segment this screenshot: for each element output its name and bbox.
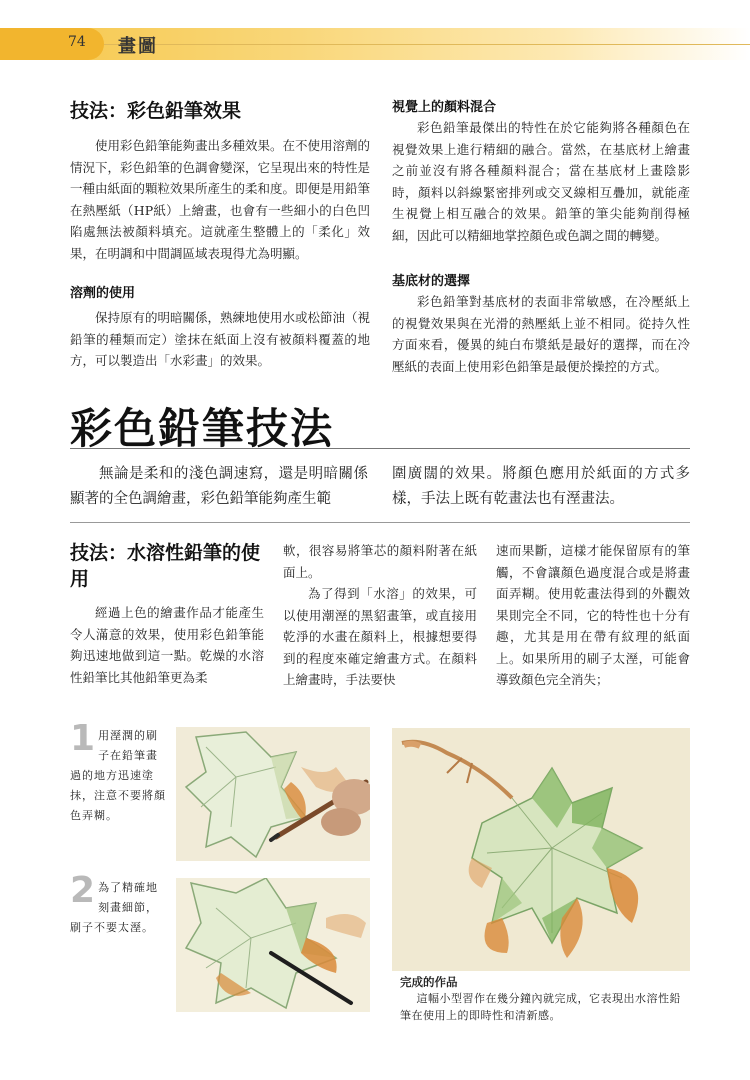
step-1-number: 1 xyxy=(70,718,96,759)
step-2-number: 2 xyxy=(70,870,96,911)
colored-pencil-effects-section xyxy=(70,96,370,372)
caption-text: 這幅小型習作在幾分鐘內就完成，它表現出水溶性鉛筆在使用上的即時性和清新感。 xyxy=(400,992,681,1022)
intro-rule xyxy=(70,522,690,523)
step-2-photo xyxy=(176,878,370,1012)
section-title: 技法：彩色鉛筆效果 xyxy=(70,100,242,122)
step-2-text: 為了精確地刻畫細節，刷子不要太溼。 xyxy=(70,881,159,934)
intro-left-text: 無論是柔和的淺色調速寫，還是明暗關係顯著的全色調繪畫，彩色鉛筆能夠產生範 xyxy=(70,466,368,507)
substrate-paragraph: 彩色鉛筆對基底材的表面非常敏感，在冷壓紙上的視覺效果與在光滑的熱壓紙上並不相同。從持久性方面來看，優異的純白布漿紙是最好的選擇，而在冷壓紙的表面上使用彩色鉛筆是最便於操控的方式。 xyxy=(392,294,690,374)
main-title: 彩色鉛筆技法 xyxy=(70,404,335,453)
step-1-label xyxy=(70,718,170,824)
water-col2-text-b: 為了得到「水溶」的效果，可以使用潮溼的黑貂畫筆，或直接用乾淨的水畫在顏料上，根據想要得到的程度來確定繪畫方式。在顏料上繪畫時，手法要快 xyxy=(283,586,477,687)
finished-work-caption xyxy=(400,974,690,1024)
effects-paragraph: 使用彩色鉛筆能夠畫出多種效果。在不使用溶劑的情況下，彩色鉛筆的色調會變深，它呈現出來的特性是一種由紙面的顆粒效果所產生的柔和度。即便是用鉛筆在熱壓紙（HP紙）上繪畫，也會有一些細小的白色凹陷處無法被顏料填充。這就產生整體上的「柔化」效果，在明調和中間調區域表現得尤為明顯。 xyxy=(70,138,371,261)
page-number-tab xyxy=(0,28,104,60)
header-rule xyxy=(104,44,750,45)
finished-work-photo xyxy=(392,728,690,971)
water-section-title: 技法：水溶性鉛筆的使用 xyxy=(70,542,261,590)
intro-right-text: 圍廣闊的效果。將顏色應用於紙面的方式多樣，手法上既有乾畫法也有溼畫法。 xyxy=(392,466,690,507)
step-2-label xyxy=(70,870,170,936)
water-col-1 xyxy=(70,540,264,688)
solvent-paragraph: 保持原有的明暗關係，熟練地使用水或松節油（視鉛筆的種類而定）塗抹在紙面上沒有被顏料覆蓋的地方，可以製造出「水彩畫」的效果。 xyxy=(70,310,371,368)
intro-left xyxy=(70,462,368,512)
water-col-3 xyxy=(496,540,690,691)
optical-mixing-subheading: 視覺上的顏料混合 xyxy=(392,100,497,115)
water-col3-text: 速而果斷，這樣才能保留原有的筆觸，不會讓顏色過度混合或是將畫面弄糊。使用乾畫法得到的外觀效果則完全不同，它的特性也十分有趣，尤其是用在帶有紋理的紙面上。如果所用的刷子太溼，可能會導致顏色完全消失； xyxy=(496,543,690,687)
leaf-brush-illustration-2 xyxy=(176,878,370,1012)
intro-right xyxy=(392,462,690,512)
chapter-title: 畫圖 xyxy=(118,36,158,57)
step-1-text: 用溼潤的刷子在鉛筆畫過的地方迅速塗抹，注意不要將顏色弄糊。 xyxy=(70,729,166,822)
finished-leaf-illustration xyxy=(392,728,690,971)
step-1-photo xyxy=(176,727,370,861)
leaf-brush-illustration-1 xyxy=(176,727,370,861)
caption-title: 完成的作品 xyxy=(400,975,458,989)
page-number: 74 xyxy=(68,34,86,50)
water-col-2 xyxy=(283,540,477,691)
right-column xyxy=(392,96,690,377)
water-col1-text: 經過上色的繪畫作品才能產生令人滿意的效果，使用彩色鉛筆能夠迅速地做到這一點。乾燥的水溶性鉛筆比其他鉛筆更為柔 xyxy=(70,605,264,685)
title-rule xyxy=(70,448,690,449)
optical-mixing-paragraph: 彩色鉛筆最傑出的特性在於它能夠將各種顏色在視覺效果上進行精細的融合。當然，在基底材上繪畫之前並沒有將各種顏料混合；當在基底材上畫陰影時，顏料以斜線緊密排列或交叉線相互疊加，就能產生視覺上相互融合的效果。鉛筆的筆尖能夠削得極細，因此可以精細地掌控顏色或色調之間的轉變。 xyxy=(392,120,690,243)
solvent-subheading: 溶劑的使用 xyxy=(70,286,136,301)
water-col2-text-a: 軟，很容易將筆芯的顏料附著在紙面上。 xyxy=(283,543,477,580)
substrate-subheading: 基底材的選擇 xyxy=(392,274,471,289)
